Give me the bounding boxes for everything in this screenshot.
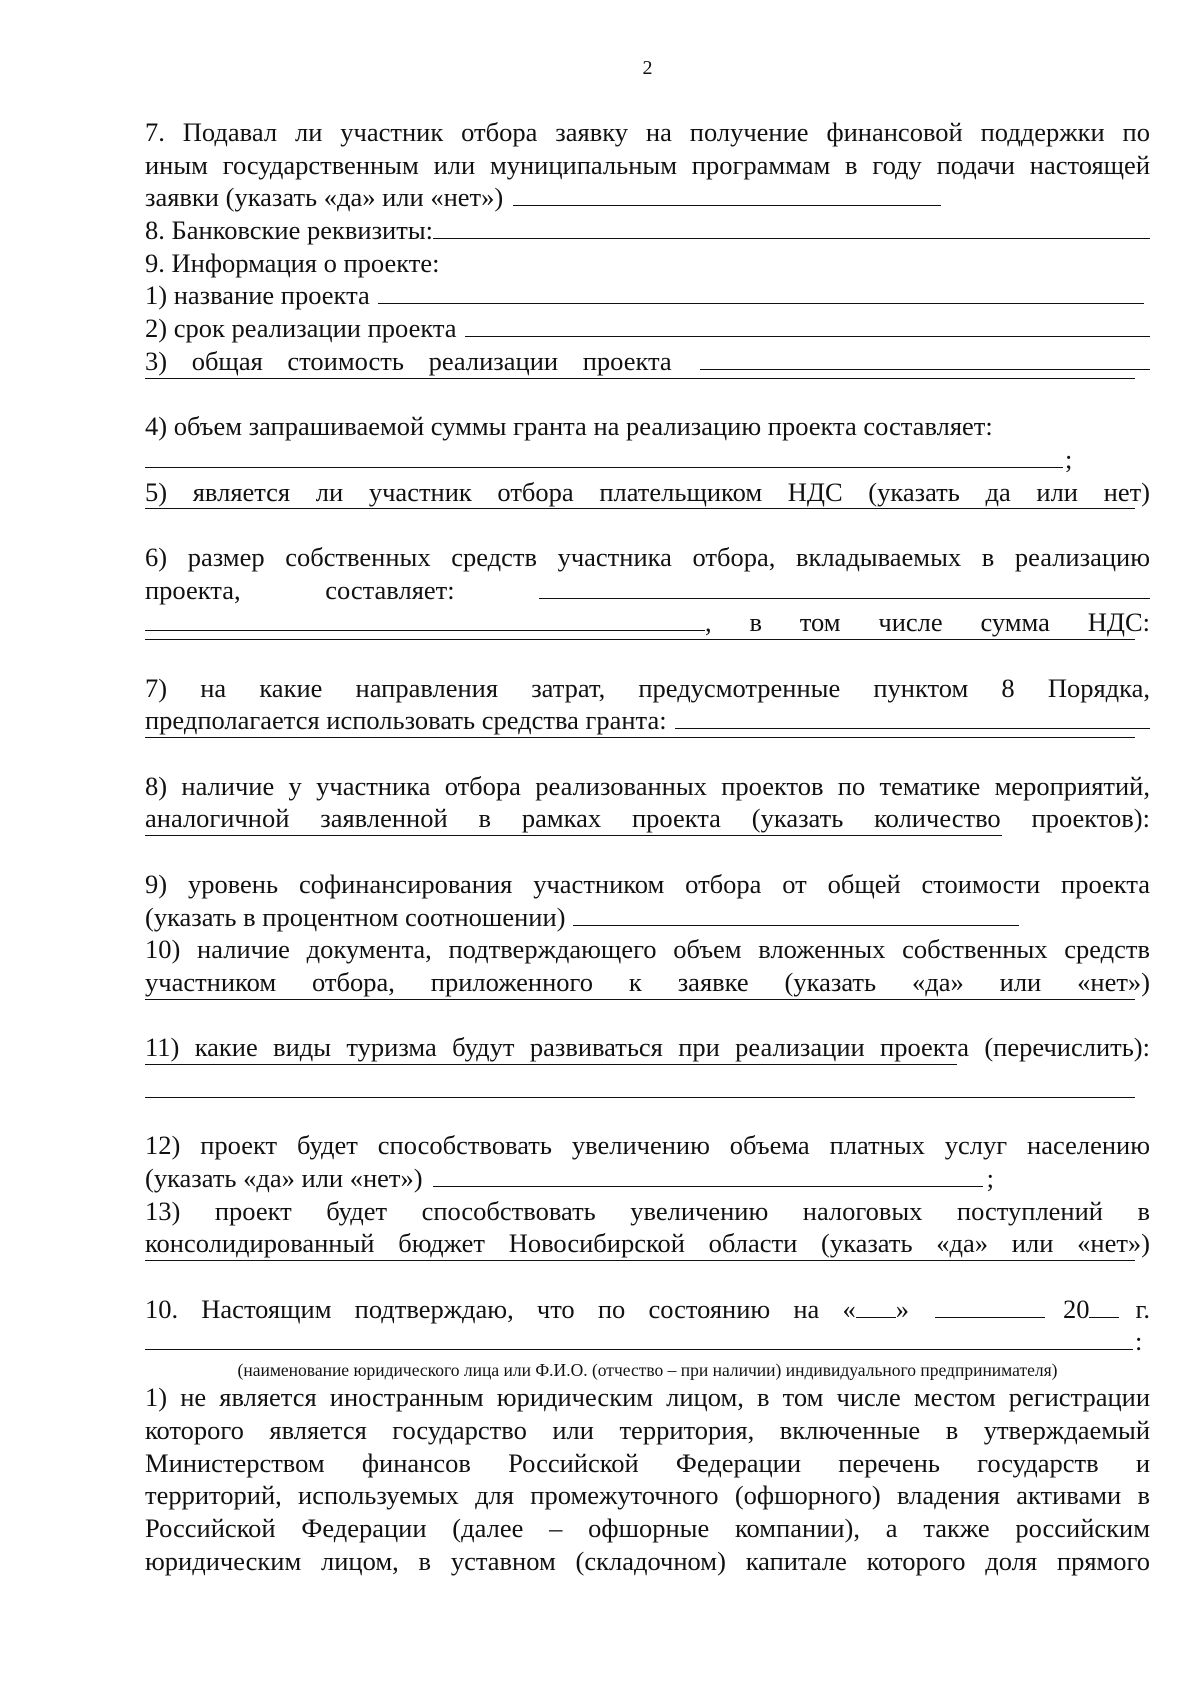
blank-line: [145, 1097, 1150, 1130]
blank-field[interactable]: [145, 737, 1135, 738]
page-number: 2: [642, 57, 653, 79]
form-body: [145, 116, 1150, 1577]
text-line: 8) наличие у участника отбора реализованных проектов по тематике мероприятий,: [145, 770, 1150, 801]
blank-field[interactable]: [675, 728, 1150, 729]
text-line: 4) объем запрашиваемой суммы гранта на реализацию проекта составляет:: [145, 411, 993, 442]
blank-field[interactable]: [378, 303, 1144, 304]
text-line: 9. Информация о проекте:: [145, 247, 440, 278]
text-line: 7. Подавал ли участник отбора заявку на получение финансовой поддержки по: [145, 117, 1150, 147]
text-line: консолидированный бюджет Новосибирской области (указать «да» или «нет»): [145, 1228, 1150, 1259]
blank-field[interactable]: [145, 1260, 1135, 1261]
text-line: 10. Настоящим подтверждаю, что по состоянию на « » 20 г.: [145, 1293, 1150, 1324]
text-line: предполагается использовать средства гранта:: [145, 704, 1150, 737]
year-field[interactable]: [1089, 1317, 1119, 1318]
text-line: :: [145, 1325, 1150, 1358]
text-line: 8. Банковские реквизиты:: [145, 214, 1150, 247]
blank-field[interactable]: [539, 598, 1150, 599]
text-line: 12) проект будет способствовать увеличению объема платных услуг населению: [145, 1130, 1150, 1161]
text-line: Министерством финансов Российской Федерации перечень государств и: [145, 1447, 1150, 1478]
blank-field[interactable]: [433, 1186, 983, 1187]
blank-line: [145, 639, 1150, 672]
blank-line: [145, 1064, 1150, 1097]
blank-field[interactable]: [145, 1064, 957, 1065]
text-line: проекта, составляет:: [145, 574, 1150, 607]
field-caption: (наименование юридического лица или Ф.И.О. (отчество – при наличии) индивидуального предпринимателя): [237, 1360, 1058, 1381]
text-line: 3) общая стоимость реализации проекта: [145, 345, 1150, 378]
text-line: 9) уровень софинансирования участником отбора от общей стоимости проекта: [145, 868, 1150, 899]
blank-field[interactable]: [145, 999, 1135, 1000]
text-line: 10) наличие документа, подтверждающего объем вложенных собственных средств: [145, 934, 1150, 965]
text-line: 1) не является иностранным юридическим лицом, в том числе местом регистрации: [145, 1382, 1150, 1413]
text-line: (указать «да» или «нет») ;: [145, 1163, 994, 1193]
text-line: заявки (указать «да» или «нет»): [145, 181, 1150, 214]
blank-field[interactable]: [513, 205, 941, 206]
text-line: 7) на какие направления затрат, предусмотренные пунктом 8 Порядка,: [145, 672, 1150, 703]
blank-field[interactable]: [145, 1097, 1135, 1098]
blank-line: [145, 737, 1150, 770]
text-line: территорий, используемых для промежуточного (офшорного) владения активами в: [145, 1480, 1150, 1511]
text-line: 13) проект будет способствовать увеличению налоговых поступлений в: [145, 1195, 1150, 1226]
month-field[interactable]: [935, 1317, 1045, 1318]
text-line: участником отбора, приложенного к заявке (указать «да» или «нет»): [145, 966, 1150, 997]
blank-field[interactable]: [145, 630, 705, 631]
blank-field[interactable]: [145, 835, 1002, 836]
blank-field[interactable]: [145, 508, 1135, 509]
blank-field[interactable]: [145, 467, 1063, 468]
blank-line: [145, 508, 1150, 541]
blank-field[interactable]: [573, 925, 1019, 926]
text-line: 2) срок реализации проекта: [145, 312, 1150, 345]
blank-line: [145, 835, 1150, 868]
text-line: 5) является ли участник отбора плательщиком НДС (указать да или нет): [145, 476, 1150, 507]
text-line: аналогичной заявленной в рамках проекта (указать количество проектов):: [145, 803, 1150, 834]
blank-field[interactable]: [700, 369, 1150, 370]
applicant-name-field[interactable]: [145, 1349, 1133, 1350]
blank-field[interactable]: [465, 336, 1150, 337]
blank-line: [145, 999, 1150, 1032]
text-line: (указать в процентном соотношении): [145, 901, 1150, 934]
blank-field[interactable]: [433, 238, 1150, 239]
text-line: 11) какие виды туризма будут развиваться при реализации проекта (перечислить):: [145, 1032, 1150, 1063]
text-line: юридическим лицом, в уставном (складочном) капитале которого доля прямого: [145, 1545, 1150, 1576]
blank-line: [145, 1260, 1150, 1293]
blank-field[interactable]: [145, 378, 1135, 379]
day-field[interactable]: [856, 1317, 896, 1318]
blank-line: [145, 378, 1150, 411]
blank-field[interactable]: [145, 639, 1135, 640]
text-line: Российской Федерации (далее – офшорные компании), а также российским: [145, 1512, 1150, 1543]
text-line: , в том числе сумма НДС:: [145, 606, 1150, 639]
text-line: 1) название проекта: [145, 279, 1150, 312]
text-line: ;: [145, 443, 1150, 476]
text-line: 6) размер собственных средств участника отбора, вкладываемых в реализацию: [145, 541, 1150, 572]
text-line: иным государственным или муниципальным программам в году подачи настоящей: [145, 149, 1150, 180]
text-line: которого является государство или территория, включенные в утверждаемый: [145, 1414, 1150, 1445]
